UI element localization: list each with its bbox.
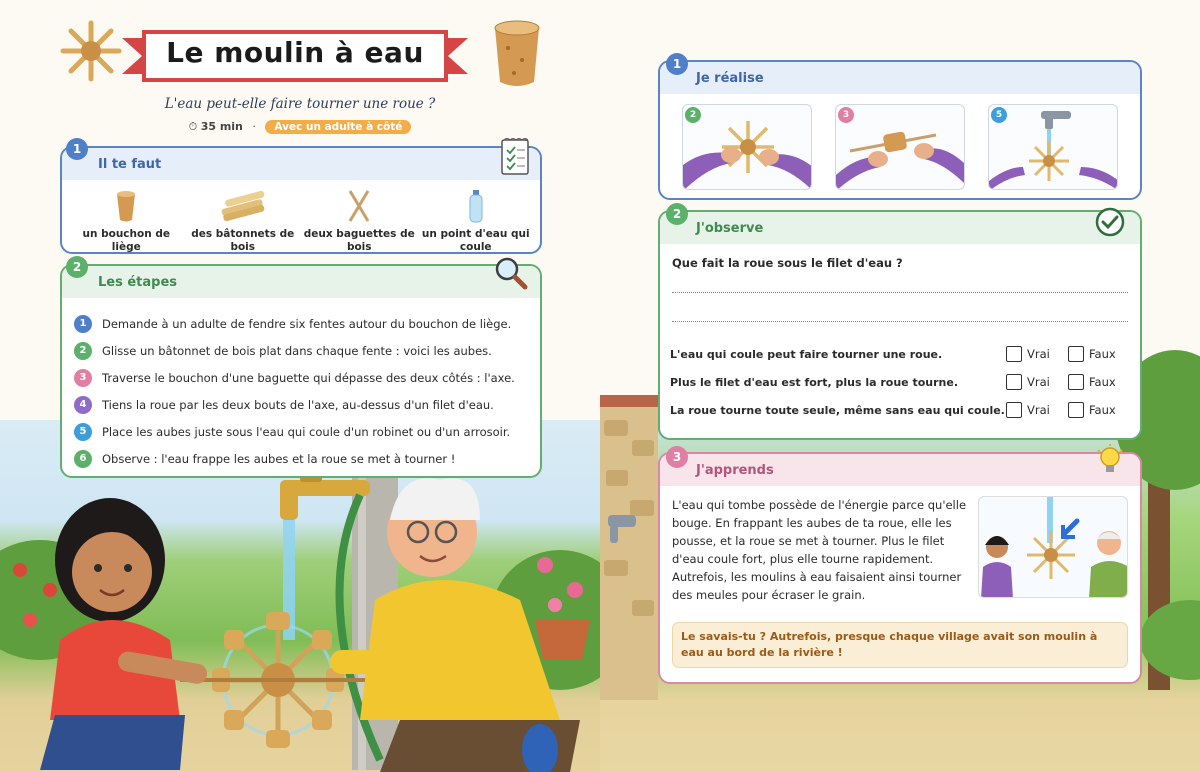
learning-text: L'eau qui tombe possède de l'énergie parce qu'elle bouge. En frappant les aubes de ta roue, elle les pousse, et la roue se met à tourner. Plus le filet d'eau coule fort, plus elle tourne rapidement. Autrefois, les moulins à eau faisaient ainsi tourner des meules pour écraser le grain. [672,498,967,602]
girl-grandpa-wheel-illustration [979,497,1128,598]
observation-panel [658,210,1142,440]
step-number: 3 [74,369,92,387]
material-item [68,188,185,254]
true-checkbox[interactable] [1006,346,1022,362]
observation-header [660,212,1140,244]
inserting-axle-illustration [836,105,965,190]
lightbulb-icon [1096,444,1124,478]
observation-question: Que fait la roue sous le filet d'eau ? [672,256,903,270]
wooden-sticks-icon [219,190,267,222]
table-row [670,396,1130,424]
right-page [600,0,1200,772]
step-number: 5 [74,423,92,441]
meta-separator: · [252,120,256,133]
section-number: 3 [666,446,688,468]
learning-header [660,454,1140,486]
subtitle: L'eau peut-elle faire tourner une roue ? [164,96,436,112]
false-checkbox[interactable] [1068,374,1084,390]
true-label: Vrai [1027,347,1050,361]
step-number: 1 [74,315,92,333]
true-label: Vrai [1027,375,1050,389]
true-checkbox[interactable] [1006,374,1022,390]
steps-panel [60,264,542,478]
step-text: Glisse un bâtonnet de bois plat dans chaque fente : voici les aubes. [102,343,492,358]
list-item [74,364,526,391]
materials-title: Il te faut [98,156,162,172]
activity-meta [0,120,600,134]
material-label: deux baguettes de bois [303,228,415,253]
checklist-icon [500,136,532,176]
material-item [418,188,535,254]
clock-icon: ⏱ [188,120,198,133]
step-text: Tiens la roue par les deux bouts de l'axe, au-dessus d'un filet d'eau. [102,397,494,412]
step-number: 2 [74,342,92,360]
material-item [301,188,418,254]
realisation-frames [660,94,1140,190]
list-item [74,310,526,337]
inserting-sticks-illustration [683,105,812,190]
realisation-panel [658,60,1142,200]
true-label: Vrai [1027,403,1050,417]
water-wheel-icon [58,18,124,84]
false-checkbox[interactable] [1068,346,1084,362]
wheel-under-tap-illustration [989,105,1118,190]
cork-icon [492,18,542,90]
learning-picture [978,496,1128,598]
list-item [74,445,526,472]
material-label: des bâtonnets de bois [191,228,295,253]
realisation-header [660,62,1140,94]
magnifier-icon [494,256,528,290]
section-number: 1 [666,53,688,75]
material-label: un bouchon de liège [82,228,170,253]
false-label: Faux [1089,375,1116,389]
true-checkbox[interactable] [1006,402,1022,418]
material-label: un point d'eau qui coule [421,228,530,253]
false-label: Faux [1089,347,1116,361]
page-title: Le moulin à eau [166,36,424,69]
section-number: 2 [666,203,688,225]
materials-panel [60,146,542,254]
photo-frame [682,104,812,190]
statement-text: La roue tourne toute seule, même sans eau qui coule. [670,403,1005,417]
cork-icon [115,190,137,222]
step-text: Observe : l'eau frappe les aubes et la roue se met à tourner ! [102,451,456,466]
water-bottle-icon [468,189,484,223]
learning-content [660,486,1140,604]
adult-badge: Avec un adulte à côté [265,120,411,134]
list-item [74,337,526,364]
step-number: 4 [74,396,92,414]
steps-header [62,266,540,298]
photo-frame [988,104,1118,190]
list-item [74,418,526,445]
photo-frame [835,104,965,190]
learning-title: J'apprends [696,462,774,478]
materials-list [62,180,540,254]
table-row [670,368,1130,396]
observation-title: J'observe [696,220,764,236]
false-checkbox[interactable] [1068,402,1084,418]
table-row [670,340,1130,368]
frame-number: 3 [838,107,854,123]
step-text: Traverse le bouchon d'une baguette qui dépasse des deux côtés : l'axe. [102,370,515,385]
step-text: Place les aubes juste sous l'eau qui coule d'un robinet ou d'un arrosoir. [102,424,511,439]
crossed-skewers-icon [346,189,372,223]
steps-title: Les étapes [98,274,178,290]
checkmark-icon [1094,206,1126,238]
step-number: 6 [74,450,92,468]
frame-number: 2 [685,107,701,123]
learning-panel [658,452,1142,684]
steps-list [62,298,540,472]
section-number: 1 [66,138,88,160]
list-item [74,391,526,418]
materials-header [62,148,540,180]
statement-text: L'eau qui coule peut faire tourner une roue. [670,347,943,361]
true-false-list [660,322,1140,424]
realisation-title: Je réalise [696,70,764,86]
step-text: Demande à un adulte de fendre six fentes autour du bouchon de liège. [102,316,512,331]
duration: 35 min [200,120,243,133]
material-item [185,188,302,254]
false-label: Faux [1089,403,1116,417]
fun-fact: Le savais-tu ? Autrefois, presque chaque village avait son moulin à eau au bord de la rivière ! [672,622,1128,668]
section-number: 2 [66,256,88,278]
frame-number: 5 [991,107,1007,123]
statement-text: Plus le filet d'eau est fort, plus la roue tourne. [670,375,959,389]
answer-line[interactable] [672,292,1128,293]
